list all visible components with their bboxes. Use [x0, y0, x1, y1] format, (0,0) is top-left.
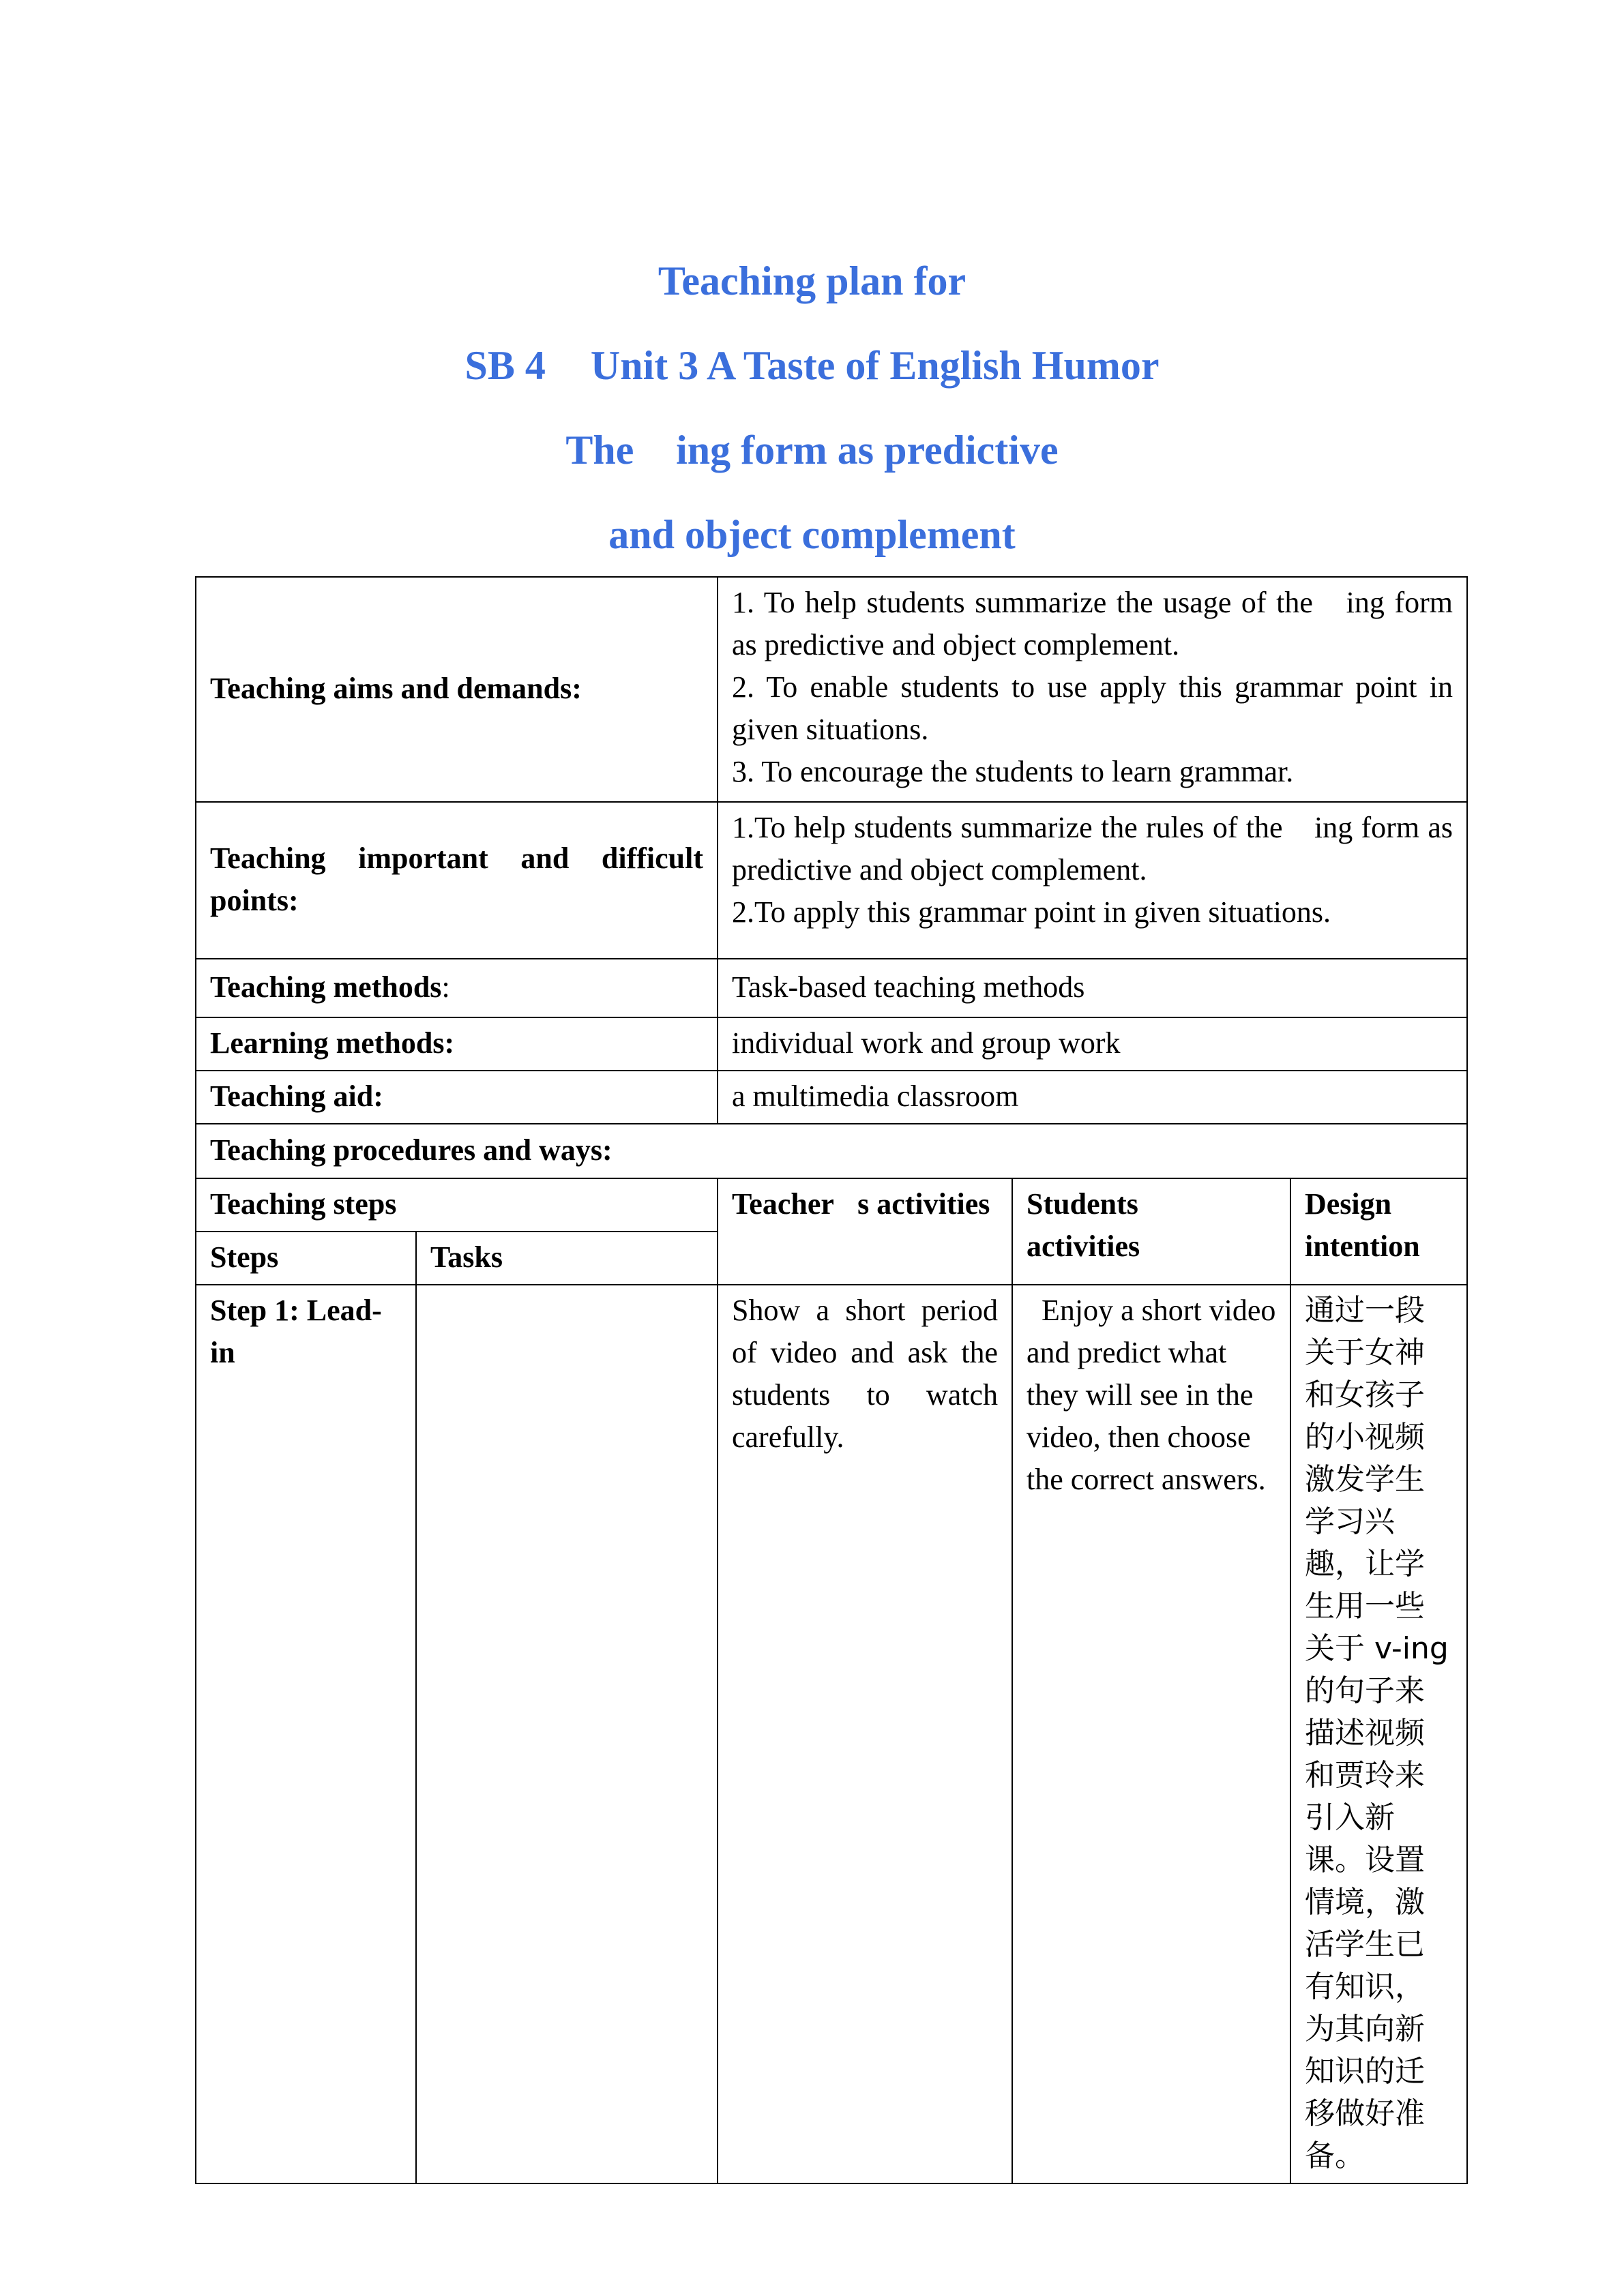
title-line-1: Teaching plan for	[658, 258, 966, 303]
aims-label: Teaching aims and demands:	[196, 577, 718, 802]
methods-label	[196, 959, 718, 1017]
header-teacher-activities: Teacher s activities	[718, 1178, 1012, 1285]
title-book: SB 4	[464, 343, 546, 388]
teacher-activity-cell: Show a short period of video and ask the students to watch carefully.	[718, 1285, 1012, 2183]
header-steps: Steps	[196, 1232, 416, 1285]
points-row	[196, 802, 1467, 959]
teaching-plan-table	[195, 576, 1468, 2184]
header-design-intention: Design intention	[1290, 1178, 1467, 1285]
header-row-1	[196, 1178, 1467, 1232]
title-unit: Unit 3 A Taste of English Humor	[590, 343, 1160, 388]
procedures-heading-row	[196, 1124, 1467, 1178]
design-intention-cell: 通过一段关于女神和女孩子的小视频激发学生学习兴趣，让学生用一些关于 v-ing 的句子来描述视频和贾玲来引入新课。设置情境，激活学生已有知识，为其向新知识的迁移做好准备。	[1290, 1285, 1467, 2183]
learning-value: individual work and group work	[718, 1017, 1467, 1071]
aims-item: 2. To enable students to use apply this grammar point in given situations.	[732, 670, 1453, 746]
points-label: Teaching important and difficult points:	[196, 802, 718, 959]
header-teaching-steps: Teaching steps	[196, 1178, 718, 1232]
title-line-2	[0, 345, 1624, 386]
methods-label-text: Teaching methods	[210, 970, 442, 1004]
methods-value: Task-based teaching methods	[718, 959, 1467, 1017]
methods-row	[196, 959, 1467, 1017]
aid-label: Teaching aid:	[196, 1071, 718, 1124]
aid-value: a multimedia classroom	[718, 1071, 1467, 1124]
header-tasks: Tasks	[416, 1232, 718, 1285]
tasks-cell	[416, 1285, 718, 2183]
points-item: 2.To apply this grammar point in given situations.	[732, 895, 1331, 929]
aid-row	[196, 1071, 1467, 1124]
points-content	[718, 802, 1467, 959]
header-students-activities: Students activities	[1012, 1178, 1290, 1285]
aims-row	[196, 577, 1467, 802]
title-line-4: and object complement	[608, 512, 1016, 557]
points-item: 1.To help students summarize the rules of the ing form as predictive and object complement.	[732, 811, 1453, 886]
methods-label-colon: :	[441, 970, 450, 1004]
aims-content	[718, 577, 1467, 802]
learning-row	[196, 1017, 1467, 1071]
title-line-3: The ing form as predictive	[581, 428, 1043, 473]
learning-label: Learning methods:	[196, 1017, 718, 1071]
procedures-heading: Teaching procedures and ways:	[196, 1124, 1467, 1178]
student-activity-cell: Enjoy a short video and predict what they will see in the video, then choose the correct answers.	[1012, 1285, 1290, 2183]
step-cell: Step 1: Lead-in	[196, 1285, 416, 2183]
table-row	[196, 1285, 1467, 2183]
aims-item: 1. To help students summarize the usage of the ing form as predictive and object complement.	[732, 586, 1453, 661]
aims-item: 3. To encourage the students to learn grammar.	[732, 755, 1294, 788]
